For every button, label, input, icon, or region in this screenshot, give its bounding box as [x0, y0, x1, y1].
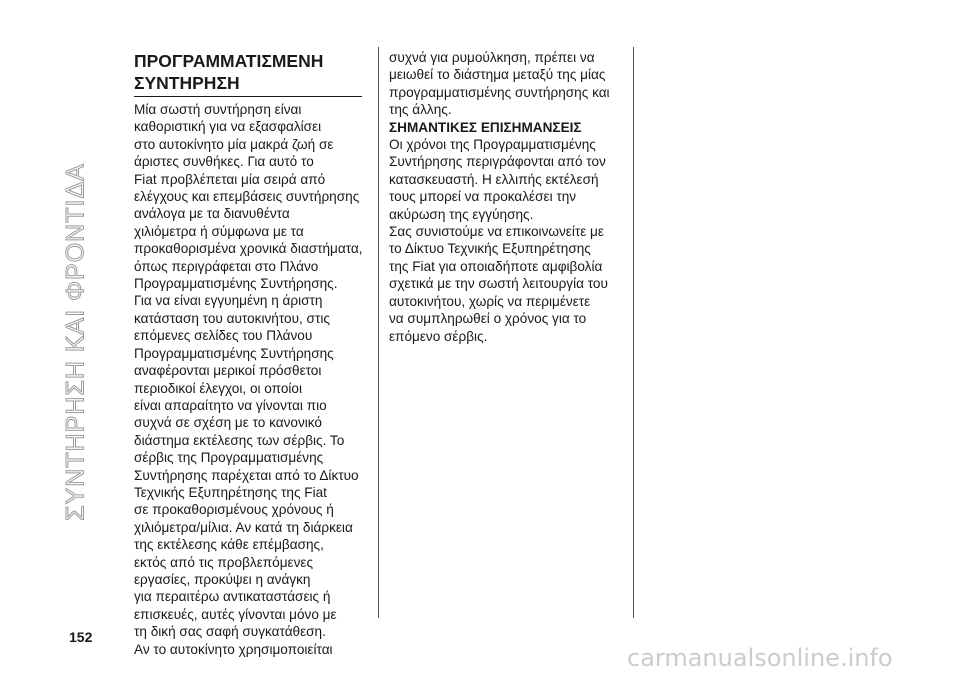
body-line: Αν το αυτοκίνητο χρησιμοποιείται [134, 641, 333, 657]
subheading: ΣΗΜΑΝΤΙΚΕΣ ΕΠΙΣΗΜΑΝΣΕΙΣ [389, 119, 582, 135]
body-line: καθοριστική για να εξασφαλίσει [134, 119, 322, 135]
body-line: σχετικά με την σωστή λειτουργία του [389, 276, 608, 292]
body-line: εκτός από τις προβλεπόμενες [134, 554, 313, 570]
section-heading-line-2: ΣΥΝΤΗΡΗΣΗ [134, 73, 240, 93]
body-line: επόμενες σελίδες του Πλάνου [134, 328, 313, 344]
body-line: στο αυτοκίνητο μία μακρά ζωή σε [134, 136, 334, 152]
body-line: να συμπληρωθεί ο χρόνος για το [389, 311, 587, 327]
body-line: συχνά για ρυμούλκηση, πρέπει να [389, 50, 595, 65]
body-line: προγραμματισμένης συντήρησης και [389, 84, 610, 100]
column-divider-right [633, 47, 634, 618]
body-line: μειωθεί το διάστημα μεταξύ της μίας [389, 67, 606, 83]
body-line: άριστες συνθήκες. Για αυτό το [134, 154, 314, 170]
site-watermark[interactable]: carmanualsonline.info [627, 644, 893, 672]
body-line: περιοδικοί έλεγχοι, οι οποίοι [134, 380, 303, 396]
body-line: αυτοκινήτου, χωρίς να περιμένετε [389, 293, 591, 309]
body-line: είναι απαραίτητο να γίνονται πιο [134, 397, 327, 413]
body-line: χιλιόμετρα/μίλια. Αν κατά τη διάρκεια [134, 519, 353, 535]
body-line: Σας συνιστούμε να επικοινωνείτε με [389, 224, 604, 240]
side-chapter-title: ΣΥΝΤΗΡΗΣΗ ΚΑΙ ΦΡΟΝΤΙΔΑ [61, 163, 90, 521]
body-column-2 [389, 49, 610, 345]
page-number: 152 [69, 629, 93, 645]
section-heading-line-1: ΠΡΟΓΡΑΜΜΑΤΙΣΜΕΝΗ [134, 51, 324, 71]
body-line: εργασίες, προκύψει η ανάγκη [134, 571, 311, 587]
body-line: κατάσταση του αυτοκινήτου, στις [134, 310, 330, 326]
body-line: ανάλογα με τα διανυθέντα [134, 206, 290, 222]
body-line: Οι χρόνοι της Προγραμματισμένης [389, 137, 596, 153]
body-line: της εκτέλεσης κάθε επέμβασης, [134, 537, 324, 553]
body-line: σέρβις της Προγραμματισμένης [134, 450, 324, 466]
body-line: Συντήρησης περιγράφονται από τον [389, 154, 606, 170]
body-line: τη δική σας σαφή συγκατάθεση. [134, 624, 326, 640]
body-line: Προγραμματισμένης Συντήρησης. [134, 276, 338, 292]
body-line: ακύρωση της εγγύησης. [389, 206, 534, 222]
body-line: συχνά σε σχέση με το κανονικό [134, 415, 322, 431]
body-line: προκαθορισμένα χρονικά διαστήματα, [134, 241, 363, 257]
body-line: της Fiat για οποιαδήποτε αμφιβολία [389, 258, 603, 274]
body-line: το Δίκτυο Τεχνικής Εξυπηρέτησης [389, 241, 591, 257]
body-line: διάστημα εκτέλεσης των σέρβις. Το [134, 432, 345, 448]
body-line: για περαιτέρω αντικαταστάσεις ή [134, 589, 331, 605]
body-line: Προγραμματισμένης Συντήρησης [134, 345, 334, 361]
body-line: τους μπορεί να προκαλέσει την [389, 189, 577, 205]
body-line: ελέγχους και επεμβάσεις συντήρησης [134, 189, 360, 205]
body-line: χιλιόμετρα ή σύμφωνα με τα [134, 223, 304, 239]
section-heading [134, 50, 362, 94]
body-line: Fiat προβλέπεται μία σειρά από [134, 171, 326, 187]
body-line: επόμενο σέρβις. [389, 328, 488, 344]
body-line: επισκευές, αυτές γίνονται μόνο με [134, 606, 337, 622]
body-line: Για να είναι εγγυημένη η άριστη [134, 293, 323, 309]
body-line: Μία σωστή συντήρηση είναι [134, 102, 302, 117]
body-line: σε προκαθορισμένους χρόνους ή [134, 502, 334, 518]
body-line: της άλλης. [389, 102, 452, 118]
body-line: όπως περιγράφεται στο Πλάνο [134, 258, 319, 274]
body-line: Συντήρησης παρέχεται από το Δίκτυο [134, 467, 359, 483]
body-line: κατασκευαστή. Η ελλιπής εκτέλεσή [389, 171, 599, 187]
column-divider-left [378, 47, 379, 618]
body-line: αναφέρονται μερικοί πρόσθετοι [134, 363, 322, 379]
body-line: Τεχνικής Εξυπηρέτησης της Fiat [134, 484, 327, 500]
heading-underline [134, 96, 362, 97]
body-column-1 [134, 101, 363, 658]
